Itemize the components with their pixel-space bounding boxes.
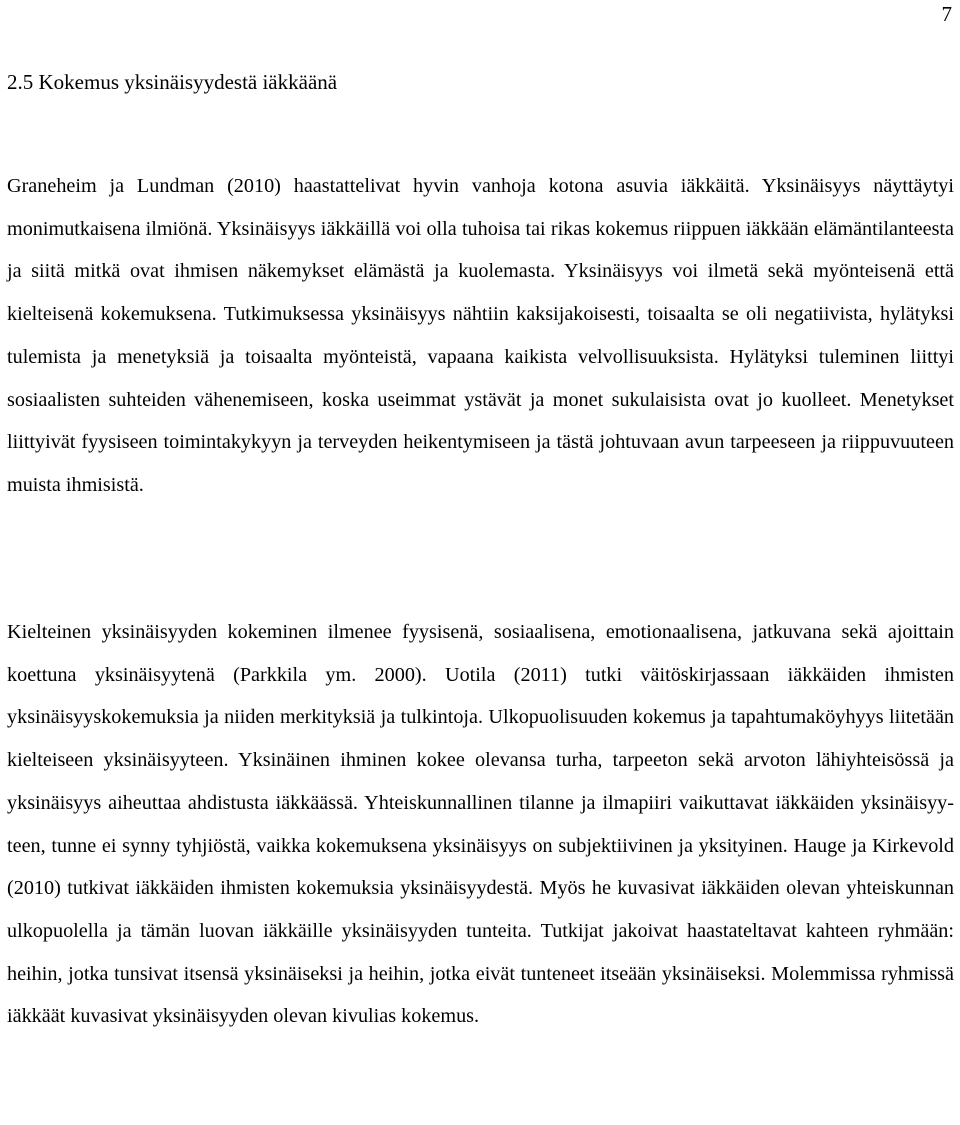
paragraph-1: Graneheim ja Lundman (2010) haastattelivat hyvin vanhoja kotona asuvia iäkkäitä. Yksinäisyys näyttäytyi monimutkaisena ilmiönä. Yksinäisyys iäkkäillä voi olla tuhoisa tai rikas kokemus riippuen iäkkään elämäntilanteesta ja siitä mitkä ovat ihmisen näkemykset elämästä ja kuolemasta. Yksinäisyys voi ilmetä sekä myönteisenä että kielteisenä kokemuksena. Tutkimuksessa yksinäisyys nähtiin kaksijakoisesti, toisaalta se oli negatiivista, hylätyksi tulemista ja menetyksiä ja toisaalta myönteistä, vapaana kaikista velvollisuuksista. Hylätyksi tuleminen liittyi sosiaalisten suhteiden vähenemiseen, koska useimmat ystävät ja monet sukulaisista ovat jo kuolleet. Menetykset liittyivät fyysiseen toimintakykyyn ja terveyden heikentymiseen ja tästä johtuvaan avun tarpeeseen ja riippuvuuteen muista ihmisistä. — [7, 175, 954, 496]
paragraph-2: Kielteinen yksinäisyyden kokeminen ilmenee fyysisenä, sosiaalisena, emotionaalisena, jatkuvana sekä ajoittain koettuna yksinäisyytenä (Parkkila ym. 2000). Uotila (2011) tutki väitöskirjassaan iäkkäiden ihmisten yksinäisyyskokemuksia ja niiden merkityksiä ja tulkintoja. Ulkopuolisuuden kokemus ja tapahtumaköyhyys liitetään kielteiseen yksinäisyyteen. Yksinäinen ihminen kokee olevansa turha, tarpeeton sekä arvoton lähiyhteisössä ja yksinäisyys aiheuttaa ahdistusta iäkkäässä. Yhteiskunnallinen tilanne ja ilmapiiri vaikuttavat iäkkäiden yksinäisyyteen, tunne ei synny tyhjiöstä, vaikka kokemuksena yksinäisyys on subjektiivinen ja yksityinen. Hauge ja Kirkevold (2010) tutkivat iäkkäiden ihmisten kokemuksia yksinäisyydestä. Myös he kuvasivat iäkkäiden olevan yhteiskunnan ulkopuolella ja tämän luovan iäkkäille yksinäisyyden tunteita. Tutkijat jakoivat haastateltavat kahteen ryhmään: heihin, jotka tunsivat itsensä yksinäiseksi ja heihin, jotka eivät tunteneet itseään yksinäiseksi. Molemmissa ryhmissä iäkkäät kuvasivat yksinäisyyden olevan kivulias kokemus. — [7, 621, 954, 1028]
page-number: 7 — [941, 2, 952, 26]
section-heading: 2.5 Kokemus yksinäisyydestä iäkkäänä — [7, 70, 338, 94]
